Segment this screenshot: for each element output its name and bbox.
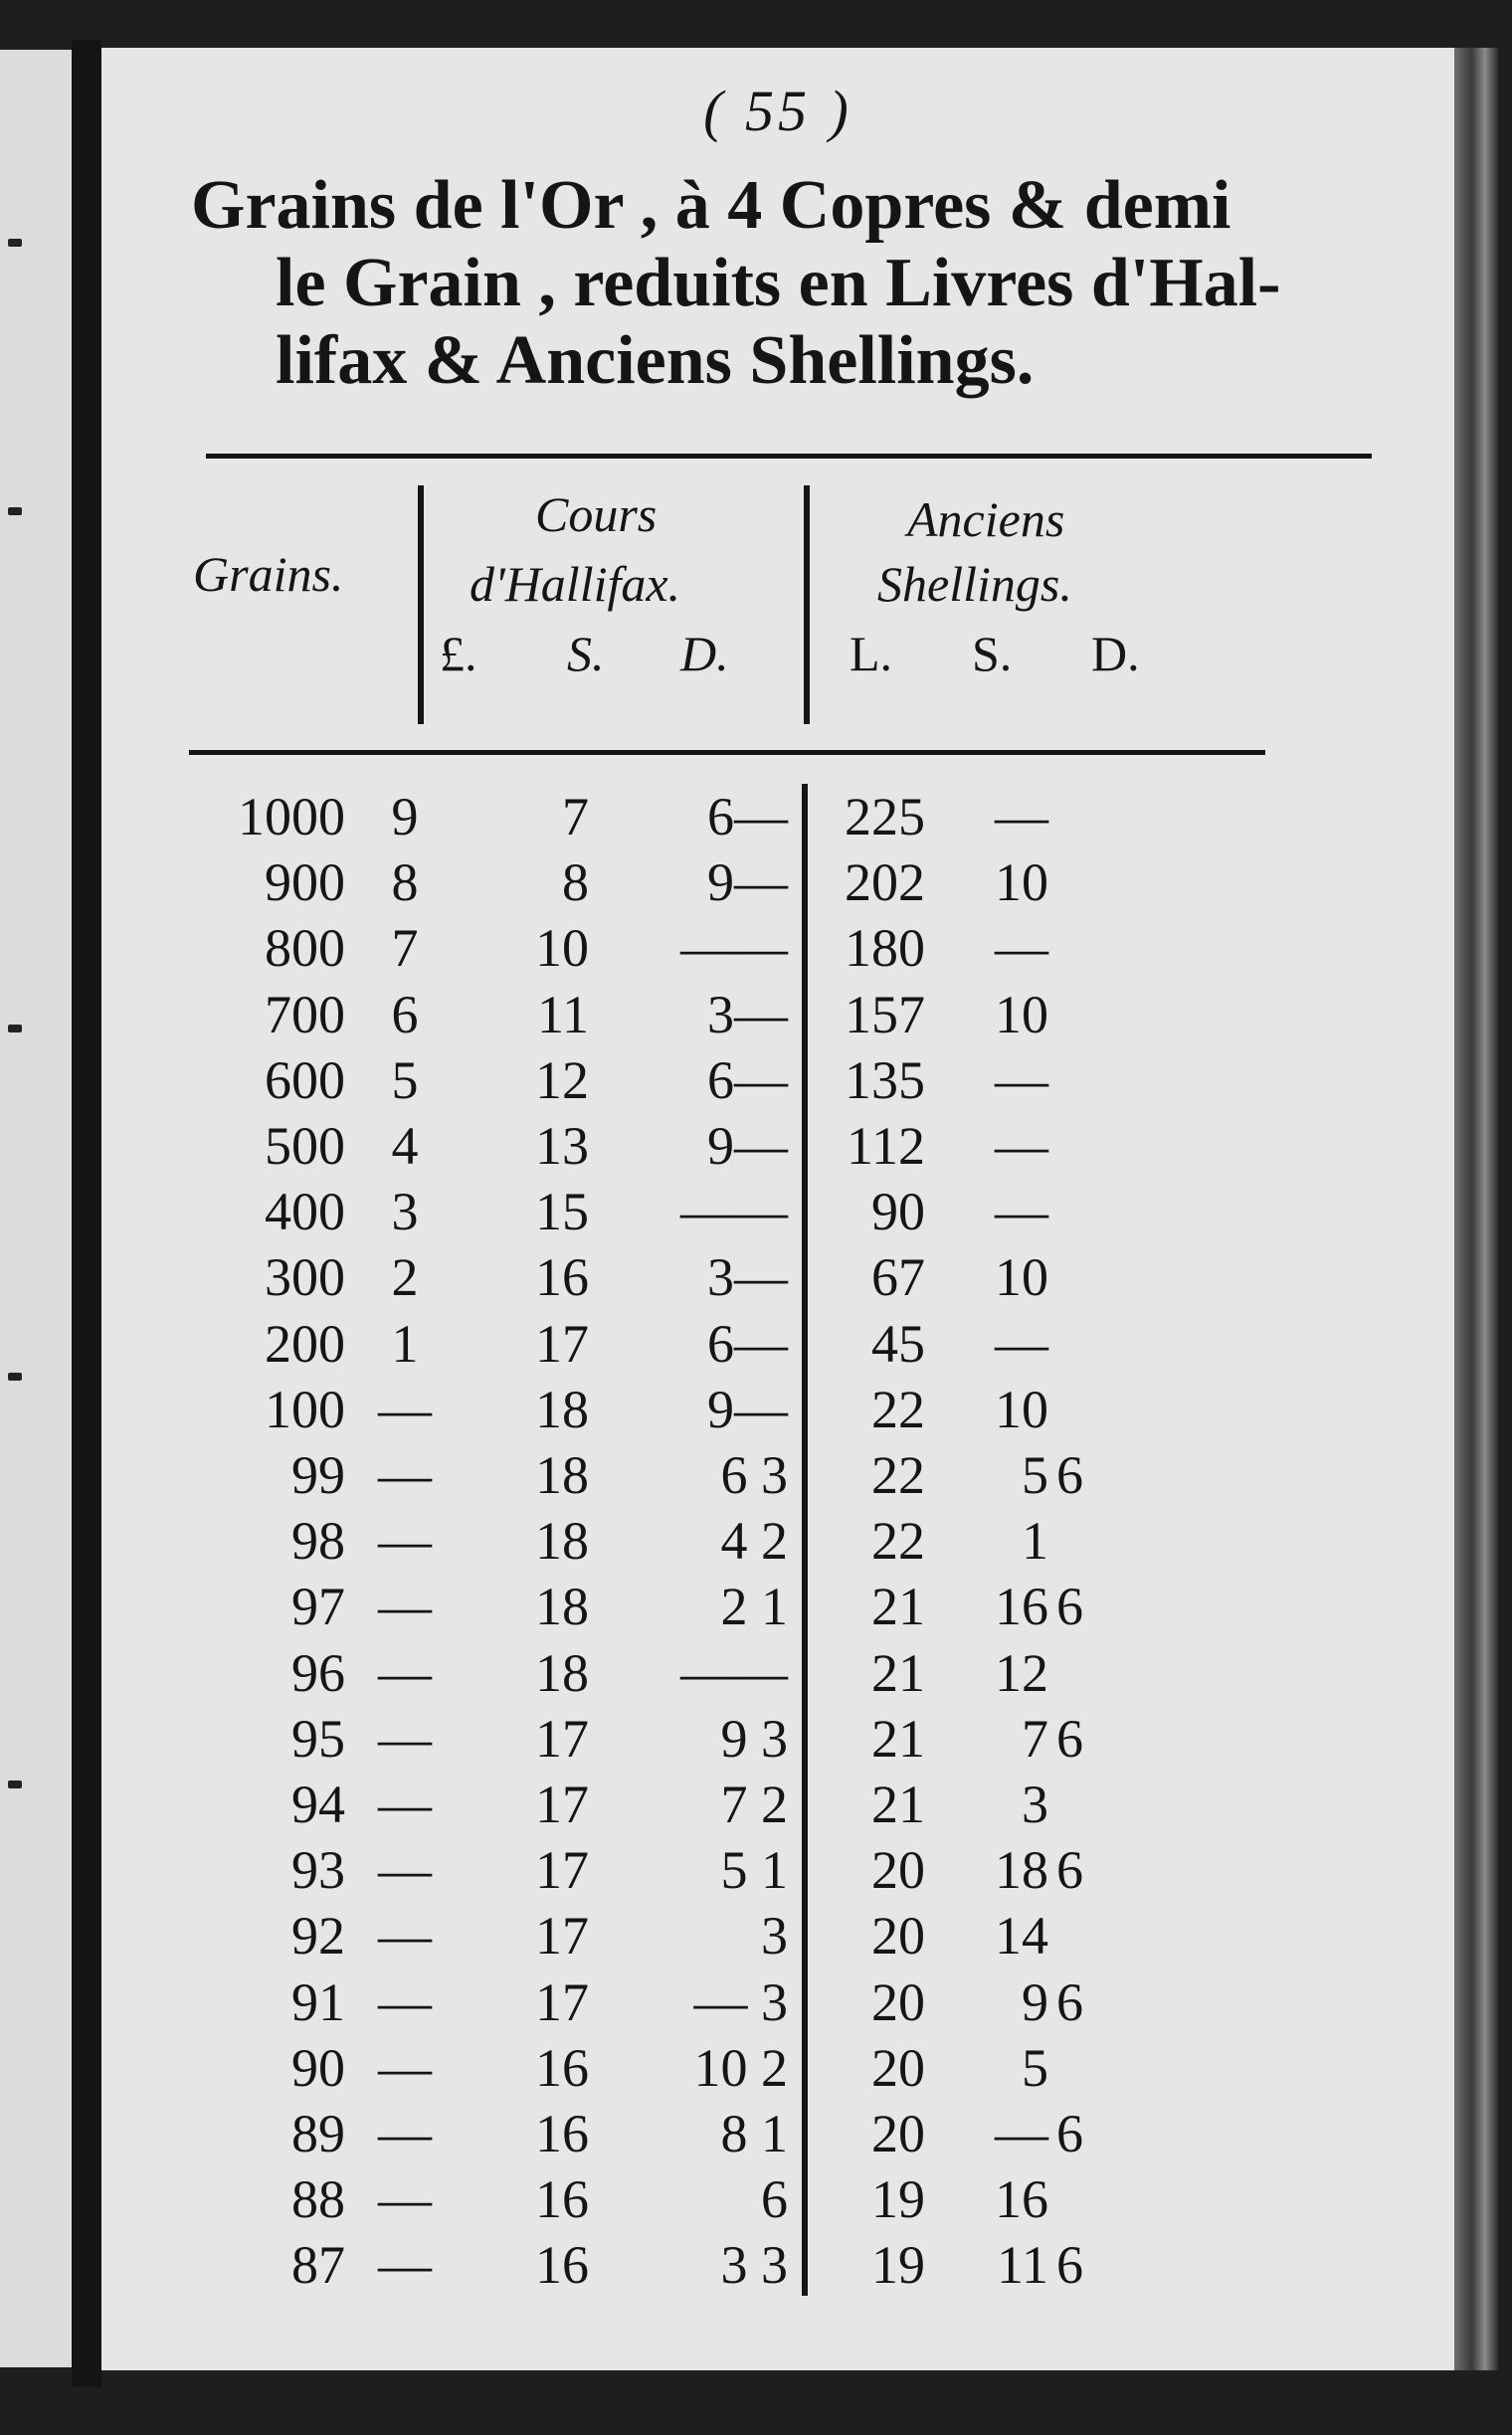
grains-cell: 87: [291, 2235, 345, 2296]
ancien-livre-cell: 20: [871, 2037, 925, 2098]
grains-cell: 700: [265, 984, 345, 1044]
grains-cell: 800: [265, 918, 345, 979]
ancien-shilling-cell: 12: [995, 1642, 1048, 1703]
ancien-shilling-cell: —: [995, 1182, 1048, 1242]
halifax-shilling-cell: 17: [535, 1971, 589, 2032]
ancien-livre-cell: 90: [871, 1182, 925, 1242]
header-bottom-rule: [189, 750, 1265, 755]
ancien-livre-cell: 21: [871, 1708, 925, 1769]
halifax-shilling-cell: 16: [535, 1247, 589, 1308]
halifax-pound-cell: 4: [391, 1116, 419, 1176]
table-row: [101, 1442, 1454, 1508]
table-row: [101, 915, 1454, 981]
halifax-pound-cell: —: [378, 1971, 432, 2032]
grains-cell: 500: [265, 1116, 345, 1176]
halifax-pound-cell: —: [378, 1445, 432, 1505]
halifax-pound-cell: —: [378, 1906, 432, 1967]
ancien-shilling-cell: —: [995, 1049, 1048, 1110]
ancien-livre-cell: 135: [845, 1049, 925, 1110]
halifax-pound-cell: 6: [391, 984, 419, 1044]
ancien-livre-cell: 180: [845, 918, 925, 979]
header-top-rule: [206, 454, 1372, 459]
ancien-livre-cell: 22: [871, 1511, 925, 1572]
grains-cell: 99: [291, 1445, 345, 1505]
halifax-pence-cell: 9—: [707, 1379, 788, 1439]
book-gutter: [72, 40, 101, 2387]
ancien-shilling-cell: —: [995, 918, 1048, 979]
ancien-shilling-cell: 7: [1022, 1708, 1048, 1769]
ancien-shilling-cell: 1: [1022, 1511, 1048, 1572]
halifax-shilling-cell: 16: [535, 2235, 589, 2296]
facing-page-mark: [8, 507, 22, 515]
ancien-livre-cell: 22: [871, 1379, 925, 1439]
page-title: [191, 167, 1415, 400]
halifax-pound-cell: —: [378, 1840, 432, 1901]
halifax-pound-cell: —: [378, 1708, 432, 1769]
title-line: lifax & Anciens Shellings.: [276, 322, 1035, 399]
halifax-pound-cell: —: [378, 1775, 432, 1834]
grains-cell: 89: [291, 2104, 345, 2163]
halifax-shilling-cell: 17: [535, 1708, 589, 1769]
ancien-livre-cell: 20: [871, 1840, 925, 1901]
ancien-pence-cell: 6: [1056, 1577, 1083, 1637]
table-row: [101, 1113, 1454, 1179]
ancien-livre-cell: 21: [871, 1642, 925, 1703]
halifax-pence-cell: 5 1: [720, 1840, 788, 1901]
header-divider: [804, 485, 810, 724]
grains-cell: 91: [291, 1971, 345, 2032]
grains-header: Grains.: [193, 546, 344, 602]
halifax-shilling-cell: 17: [535, 1906, 589, 1967]
livre-header: L.: [850, 626, 893, 681]
ancien-pence-cell: 6: [1056, 1445, 1083, 1505]
header-divider: [418, 485, 424, 724]
grains-cell: 200: [265, 1313, 345, 1374]
grains-cell: 97: [291, 1577, 345, 1637]
halifax-pound-cell: 7: [391, 918, 419, 979]
halifax-pound-cell: 9: [391, 787, 419, 846]
halifax-pence-cell: 3—: [707, 1247, 788, 1308]
halifax-pound-cell: 1: [391, 1313, 419, 1374]
halifax-shilling-cell: 18: [535, 1642, 589, 1703]
ancien-livre-cell: 225: [845, 787, 925, 846]
halifax-shilling-cell: 16: [535, 2169, 589, 2230]
ancien-shilling-cell: 5: [1022, 2037, 1048, 2098]
ancien-livre-cell: 20: [871, 2104, 925, 2163]
table-row: [101, 2232, 1454, 2298]
halifax-shilling-cell: 13: [535, 1116, 589, 1176]
halifax-pound-cell: —: [378, 1511, 432, 1572]
halifax-shilling-cell: 18: [535, 1577, 589, 1637]
ancien-shilling-cell: 18: [995, 1840, 1048, 1901]
halifax-shilling-cell: 15: [535, 1182, 589, 1242]
ancien-shilling-cell: 10: [995, 1379, 1048, 1439]
ancien-livre-cell: 112: [847, 1116, 925, 1176]
ancien-shilling-cell: 3: [1022, 1775, 1048, 1834]
halifax-pound-cell: —: [378, 1577, 432, 1637]
halifax-pence-cell: ——: [680, 1182, 788, 1242]
halifax-pound-cell: —: [378, 1379, 432, 1439]
ancien-livre-cell: 21: [871, 1577, 925, 1637]
halifax-pence-cell: — 3: [693, 1971, 788, 2032]
ancien-shilling-cell: —: [995, 1313, 1048, 1374]
halifax-pence-cell: 6—: [707, 1049, 788, 1110]
halifax-pence-cell: 9 3: [720, 1708, 788, 1769]
ancien-pence-cell: 6: [1056, 2235, 1083, 2296]
grains-cell: 300: [265, 1247, 345, 1308]
grains-cell: 1000: [238, 787, 345, 846]
grains-cell: 94: [291, 1775, 345, 1834]
facing-page-mark: [8, 1373, 22, 1381]
table-row: [101, 1574, 1454, 1639]
halifax-pence-cell: 2 1: [720, 1577, 788, 1637]
halifax-shilling-cell: 16: [535, 2104, 589, 2163]
ancien-shilling-cell: 10: [995, 1247, 1048, 1308]
grains-cell: 95: [291, 1708, 345, 1769]
halifax-pound-cell: —: [378, 2037, 432, 2098]
table-row: [101, 1640, 1454, 1706]
halifax-pound-cell: 3: [391, 1182, 419, 1242]
facing-page-mark: [8, 239, 22, 247]
ancien-livre-cell: 202: [845, 852, 925, 913]
table-row: [101, 1772, 1454, 1837]
page-edge: [1454, 48, 1498, 2370]
table-row: [101, 1377, 1454, 1442]
table-row: [101, 1047, 1454, 1113]
table-row: [101, 1244, 1454, 1310]
ancien-shilling-cell: —: [995, 1116, 1048, 1176]
ancien-shilling-cell: —: [995, 2104, 1048, 2163]
halifax-shilling-cell: 17: [535, 1775, 589, 1834]
pound-header: £.: [440, 626, 477, 681]
ancien-shilling-cell: —: [995, 787, 1048, 846]
ancien-livre-cell: 22: [871, 1445, 925, 1505]
ancien-livre-cell: 20: [871, 1906, 925, 1967]
table-row: [101, 1903, 1454, 1968]
ancien-pence-cell: 6: [1056, 1708, 1083, 1769]
halifax-shilling-cell: 11: [537, 984, 589, 1044]
table-row: [101, 849, 1454, 915]
grains-cell: 90: [291, 2037, 345, 2098]
grains-cell: 92: [291, 1906, 345, 1967]
shilling-header: S.: [567, 626, 605, 681]
halifax-shilling-cell: 7: [562, 787, 589, 846]
halifax-pence-cell: 6: [761, 2169, 788, 2230]
facing-page-edge: [0, 50, 72, 2367]
halifax-header-line1: Cours: [535, 486, 658, 542]
grains-cell: 600: [265, 1049, 345, 1110]
halifax-header-line2: d'Hallifax.: [470, 556, 681, 612]
grains-cell: 900: [265, 852, 345, 913]
grains-cell: 96: [291, 1642, 345, 1703]
grains-cell: 100: [265, 1379, 345, 1439]
title-line: Grains de l'Or , à 4 Copres & demi: [191, 167, 1231, 244]
halifax-shilling-cell: 16: [535, 2037, 589, 2098]
facing-page-mark: [8, 1780, 22, 1788]
ancien-pence-cell: 6: [1056, 2104, 1083, 2163]
halifax-pound-cell: 5: [391, 1049, 419, 1110]
table-row: [101, 2166, 1454, 2232]
ancien-livre-cell: 19: [871, 2235, 925, 2296]
anciens-header-line2: Shellings.: [877, 556, 1072, 612]
ancien-livre-cell: 20: [871, 1971, 925, 2032]
table-row: [101, 2101, 1454, 2166]
halifax-pence-cell: 7 2: [720, 1775, 788, 1834]
halifax-pence-cell: 9—: [707, 852, 788, 913]
grains-cell: 93: [291, 1840, 345, 1901]
table-row: [101, 1311, 1454, 1377]
ancien-shilling-cell: 5: [1022, 1445, 1048, 1505]
ancien-shilling-header: S.: [972, 626, 1013, 681]
ancien-shilling-cell: 16: [995, 2169, 1048, 2230]
halifax-shilling-cell: 17: [535, 1313, 589, 1374]
halifax-shilling-cell: 12: [535, 1049, 589, 1110]
halifax-pence-cell: ——: [680, 918, 788, 979]
title-line: le Grain , reduits en Livres d'Hal-: [276, 245, 1281, 321]
table-row: [101, 1969, 1454, 2035]
pence-header: D.: [680, 626, 729, 681]
ancien-pence-cell: 6: [1056, 1840, 1083, 1901]
halifax-pence-cell: 6 3: [720, 1445, 788, 1505]
anciens-header-line1: Anciens: [907, 491, 1065, 547]
ancien-livre-cell: 45: [871, 1313, 925, 1374]
halifax-pound-cell: —: [378, 2235, 432, 2296]
ancien-shilling-cell: 16: [995, 1577, 1048, 1637]
ancien-livre-cell: 21: [871, 1775, 925, 1834]
ancien-livre-cell: 157: [845, 984, 925, 1044]
ancien-shilling-cell: 11: [997, 2235, 1048, 2296]
ancien-shilling-cell: 10: [995, 852, 1048, 913]
page-number: ( 55 ): [703, 79, 852, 143]
halifax-pound-cell: 2: [391, 1247, 419, 1308]
table-row: [101, 1706, 1454, 1772]
table-row: [101, 1179, 1454, 1244]
halifax-pence-cell: ——: [680, 1642, 788, 1703]
halifax-pence-cell: 3—: [707, 984, 788, 1044]
halifax-pound-cell: —: [378, 1642, 432, 1703]
halifax-pound-cell: —: [378, 2169, 432, 2230]
table-row: [101, 982, 1454, 1047]
halifax-pound-cell: —: [378, 2104, 432, 2163]
halifax-pence-cell: 6—: [707, 787, 788, 846]
ancien-pence-header: D.: [1091, 626, 1140, 681]
book-page: [101, 48, 1454, 2370]
halifax-shilling-cell: 18: [535, 1511, 589, 1572]
ancien-livre-cell: 67: [871, 1247, 925, 1308]
halifax-pence-cell: 9—: [707, 1116, 788, 1176]
halifax-shilling-cell: 18: [535, 1379, 589, 1439]
halifax-pence-cell: 4 2: [720, 1511, 788, 1572]
ancien-shilling-cell: 14: [995, 1906, 1048, 1967]
table-row: [101, 784, 1454, 849]
halifax-pence-cell: 8 1: [720, 2104, 788, 2163]
halifax-shilling-cell: 17: [535, 1840, 589, 1901]
halifax-pence-cell: 10 2: [693, 2037, 788, 2098]
grains-cell: 400: [265, 1182, 345, 1242]
halifax-pound-cell: 8: [391, 852, 419, 913]
halifax-pence-cell: 3: [761, 1906, 788, 1967]
ancien-livre-cell: 19: [871, 2169, 925, 2230]
ancien-shilling-cell: 10: [995, 984, 1048, 1044]
table-row: [101, 1837, 1454, 1903]
ancien-shilling-cell: 9: [1022, 1971, 1048, 2032]
halifax-shilling-cell: 8: [562, 852, 589, 913]
halifax-shilling-cell: 18: [535, 1445, 589, 1505]
table-row: [101, 1508, 1454, 1574]
table-row: [101, 2035, 1454, 2101]
ancien-pence-cell: 6: [1056, 1971, 1083, 2032]
halifax-pence-cell: 3 3: [720, 2235, 788, 2296]
facing-page-mark: [8, 1025, 22, 1032]
halifax-pence-cell: 6—: [707, 1313, 788, 1374]
grains-cell: 98: [291, 1511, 345, 1572]
halifax-shilling-cell: 10: [535, 918, 589, 979]
grains-cell: 88: [291, 2169, 345, 2230]
